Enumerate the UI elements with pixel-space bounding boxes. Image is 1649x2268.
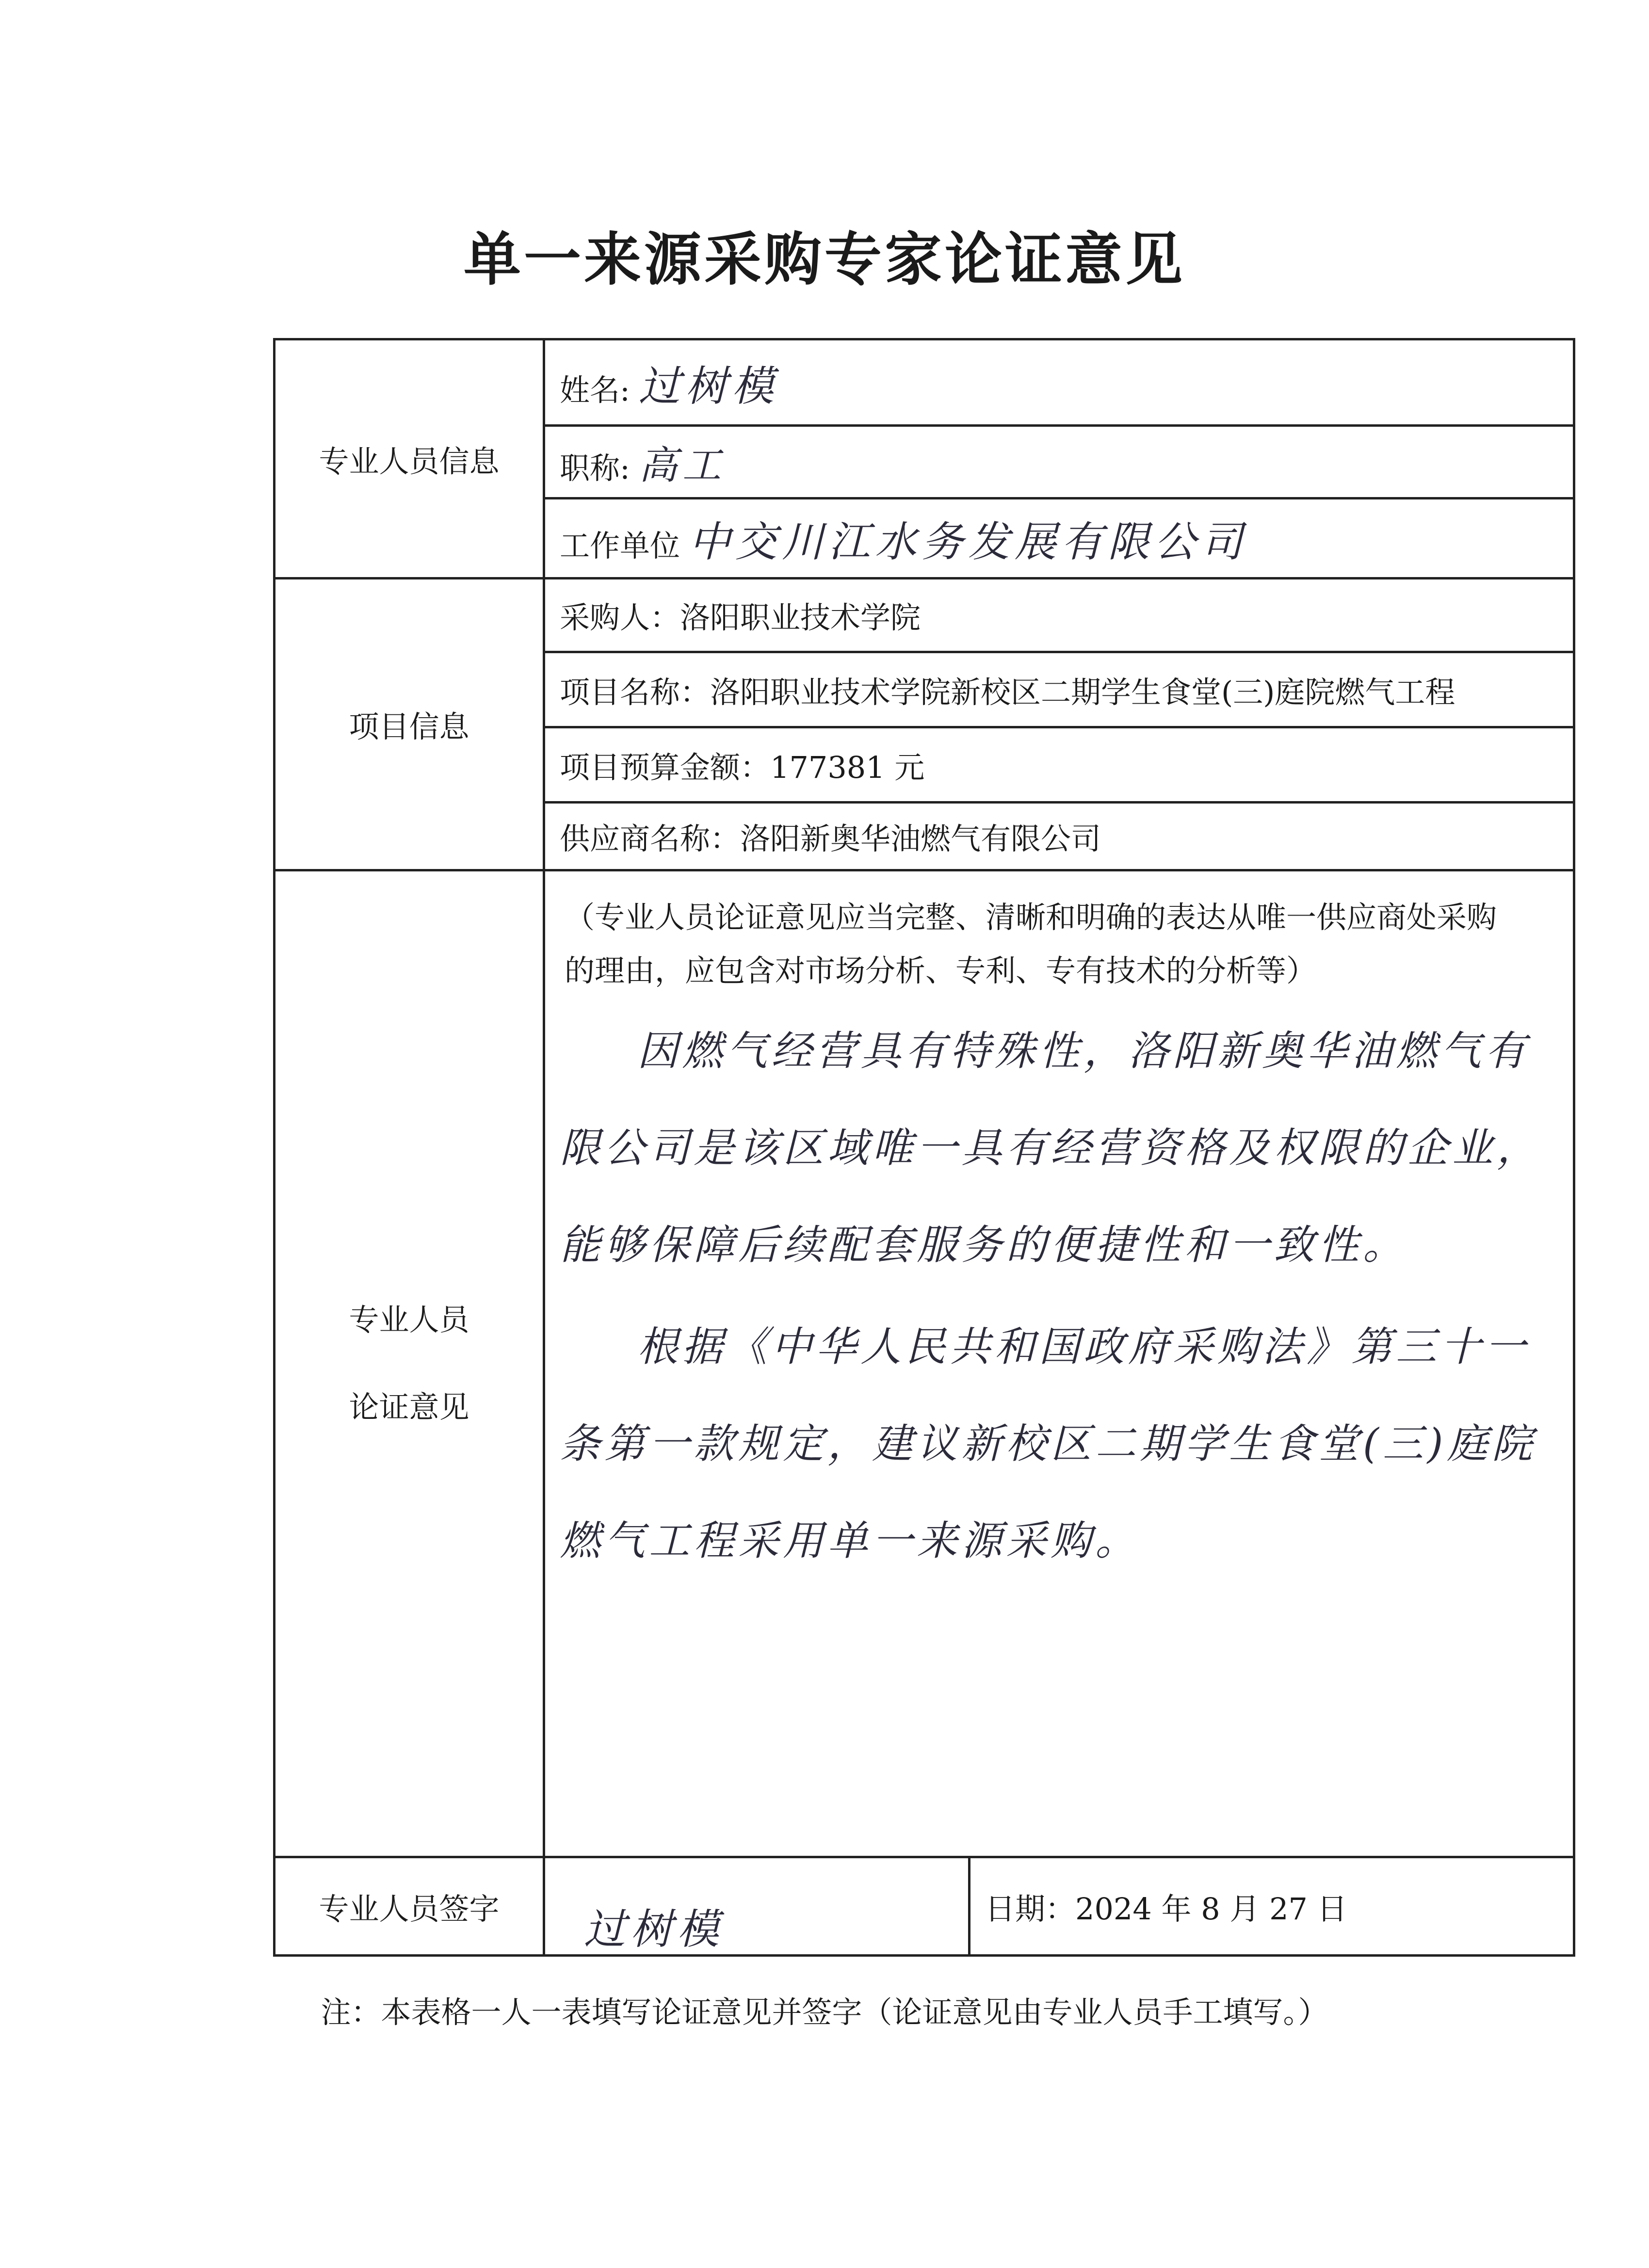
supplier-field: 供应商名称：洛阳新奥华油燃气有限公司 [544, 803, 1574, 870]
employer-handwritten: 中交川江水务发展有限公司 [689, 518, 1248, 566]
job-title-handwritten: 高工 [638, 443, 726, 488]
signature-label: 专业人员签字 [275, 1857, 544, 1956]
name-field [544, 339, 1574, 426]
employer-field [544, 499, 1574, 579]
footer-note: 注：本表格一人一表填写论证意见并签字（论证意见由专业人员手工填写。） [321, 1995, 1328, 2030]
job-title-field [544, 426, 1574, 499]
expert-opinion-form [273, 338, 1575, 1957]
date-field: 日期：2024 年 8 月 27 日 [970, 1857, 1574, 1956]
employer-label: 工作单位 [560, 528, 680, 563]
name-label: 姓名: [560, 372, 630, 408]
purchaser-field: 采购人：洛阳职业技术学院 [544, 579, 1574, 652]
opinion-label-line1: 专业人员 [349, 1302, 469, 1337]
opinion-instruction-line1: （专业人员论证意见应当完整、清晰和明确的表达从唯一供应商处采购 [565, 900, 1497, 935]
opinion-label-line2: 论证意见 [349, 1389, 469, 1425]
budget-field: 项目预算金额：177381 元 [544, 727, 1574, 803]
opinion-section-label [275, 870, 544, 1857]
opinion-instruction-line2: 的理由，应包含对市场分析、专利、专有技术的分析等） [565, 953, 1317, 988]
personnel-section-label: 专业人员信息 [275, 339, 544, 579]
job-title-label: 职称: [560, 450, 630, 486]
opinion-paragraph-1: 因燃气经营具有特殊性，洛阳新奥华油燃气有限公司是该区域唯一具有经营资格及权限的企业，能够保障后续配套服务的便捷性和一致性。 [560, 1027, 1542, 1269]
opinion-paragraph-2: 根据《中华人民共和国政府采购法》第三十一条第一款规定，建议新校区二期学生食堂(三)庭院燃气工程采用单一来源采购。 [560, 1323, 1536, 1564]
project-name-field: 项目名称：洛阳职业技术学院新校区二期学生食堂(三)庭院燃气工程 [544, 652, 1574, 727]
signature-handwritten: 过树模 [584, 1905, 724, 1954]
opinion-content [544, 870, 1574, 1857]
signature-cell [544, 1857, 970, 1956]
project-section-label: 项目信息 [275, 579, 544, 870]
name-handwritten: 过树模 [638, 362, 778, 411]
page-title: 单一来源采购专家论证意见 [463, 226, 1185, 293]
